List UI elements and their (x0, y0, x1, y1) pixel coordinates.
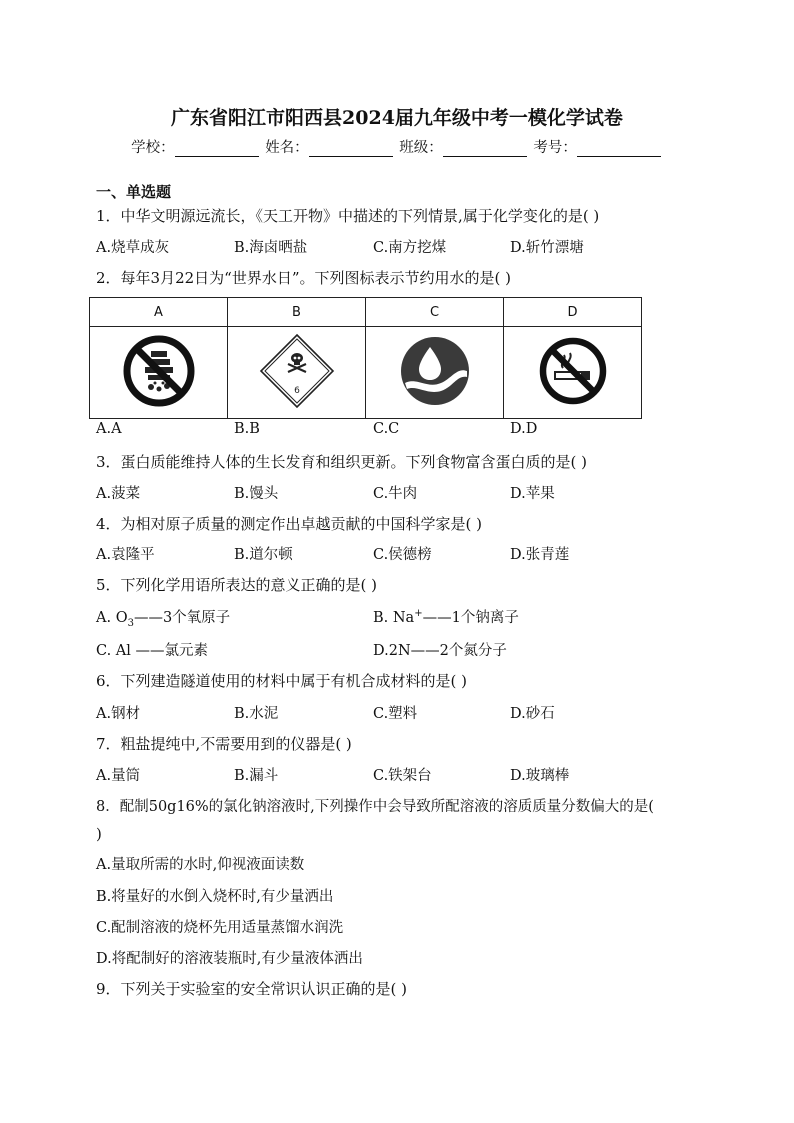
q7-option-c: C.铁架台 (373, 768, 432, 784)
name-blank[interactable] (309, 142, 393, 157)
toxic-hazard-icon (257, 331, 337, 411)
q8-option-c: C.配制溶液的烧杯先用适量蒸馏水润洗 (96, 920, 344, 936)
question-6-stem: 6．下列建造隧道使用的材料中属于有机合成材料的是( ) (96, 672, 468, 690)
q5-option-b: B. Na+——1个钠离子 (373, 608, 519, 626)
q7-option-a: A.量筒 (96, 768, 141, 784)
q3-option-d: D.苹果 (510, 486, 555, 502)
school-blank[interactable] (175, 142, 259, 157)
question-4-stem: 4．为相对原子质量的测定作出卓越贡献的中国科学家是( ) (96, 515, 483, 533)
sign-cell-a (90, 327, 228, 419)
student-info-line (0, 136, 794, 157)
q2-option-d: D.D (510, 421, 538, 437)
question-8-stem-cont: ) (96, 825, 102, 843)
sign-header-a: A (90, 298, 228, 327)
q5-option-a: A. $O_3——3$个氧原子 (96, 610, 231, 629)
sign-header-b: B (228, 298, 366, 327)
q4-option-c: C.侯德榜 (373, 547, 432, 563)
q1-option-b: B.海卤晒盐 (234, 240, 308, 256)
q6-option-b: B.水泥 (234, 706, 279, 722)
q2-option-b: B.B (234, 421, 260, 437)
no-smoking-icon (537, 335, 609, 407)
q8-option-d: D.将配制好的溶液装瓶时,有少量液体洒出 (96, 951, 363, 967)
q7-option-b: B.漏斗 (234, 768, 279, 784)
q6-option-a: A.钢材 (96, 706, 141, 722)
q4-option-b: B.道尔顿 (234, 547, 293, 563)
q1-option-c: C.南方挖煤 (373, 240, 447, 256)
q3-option-b: B.馒头 (234, 486, 279, 502)
exam-number-label: 考号： (533, 140, 577, 156)
sign-cell-b (228, 327, 366, 419)
no-fireworks-icon (121, 333, 197, 409)
q5-option-c: C. Al ——氯元素 (96, 643, 209, 659)
question-3-stem: 3．蛋白质能维持人体的生长发育和组织更新。下列食物富含蛋白质的是( ) (96, 453, 588, 471)
sign-table (89, 297, 642, 419)
question-9-stem: 9．下列关于实验室的安全常识认识正确的是( ) (96, 980, 408, 998)
question-1-stem: 1．中华文明源远流长，《天工开物》中描述的下列情景,属于化学变化的是( ) (96, 207, 600, 225)
name-label: 姓名： (265, 140, 309, 156)
q1-option-d: D.斩竹漂塘 (510, 240, 584, 256)
sign-header-d: D (504, 298, 642, 327)
question-5-stem: 5．下列化学用语所表达的意义正确的是( ) (96, 576, 378, 594)
q8-option-b: B.将量好的水倒入烧杯时,有少量洒出 (96, 889, 334, 905)
sign-header-c: C (366, 298, 504, 327)
exam-title: 广东省阳江市阳西县2024届九年级中考一模化学试卷 (171, 107, 623, 129)
question-8-stem: 8．配制50g16%的氯化钠溶液时,下列操作中会导致所配溶液的溶质质量分数偏大的是( (96, 799, 654, 815)
class-blank[interactable] (443, 142, 527, 157)
q6-option-d: D.砂石 (510, 706, 555, 722)
section-title: 一、单选题 (96, 183, 172, 201)
q4-option-a: A.袁隆平 (96, 547, 155, 563)
q7-option-d: D.玻璃棒 (510, 768, 570, 784)
question-2-stem: 2．每年3月22日为“世界水日”。下列图标表示节约用水的是( ) (96, 269, 511, 287)
sign-cell-c (366, 327, 504, 419)
q2-option-c: C.C (373, 421, 400, 437)
q6-option-c: C.塑料 (373, 706, 418, 722)
exam-number-blank[interactable] (577, 142, 661, 157)
q3-option-c: C.牛肉 (373, 486, 418, 502)
q1-option-a: A.烧草成灰 (96, 240, 170, 256)
toxic-class-number: 6 (293, 385, 300, 396)
class-label: 班级： (399, 140, 443, 156)
question-7-stem: 7．粗盐提纯中,不需要用到的仪器是( ) (96, 735, 352, 753)
q5-option-d: D.2N——2个氮分子 (373, 643, 507, 659)
water-saving-icon (397, 333, 473, 409)
q8-option-a: A.量取所需的水时,仰视液面读数 (96, 857, 305, 873)
school-label: 学校： (131, 140, 175, 156)
q4-option-d: D.张青莲 (510, 547, 570, 563)
q2-option-a: A.A (96, 421, 122, 437)
sign-cell-d (504, 327, 642, 419)
q3-option-a: A.菠菜 (96, 486, 141, 502)
